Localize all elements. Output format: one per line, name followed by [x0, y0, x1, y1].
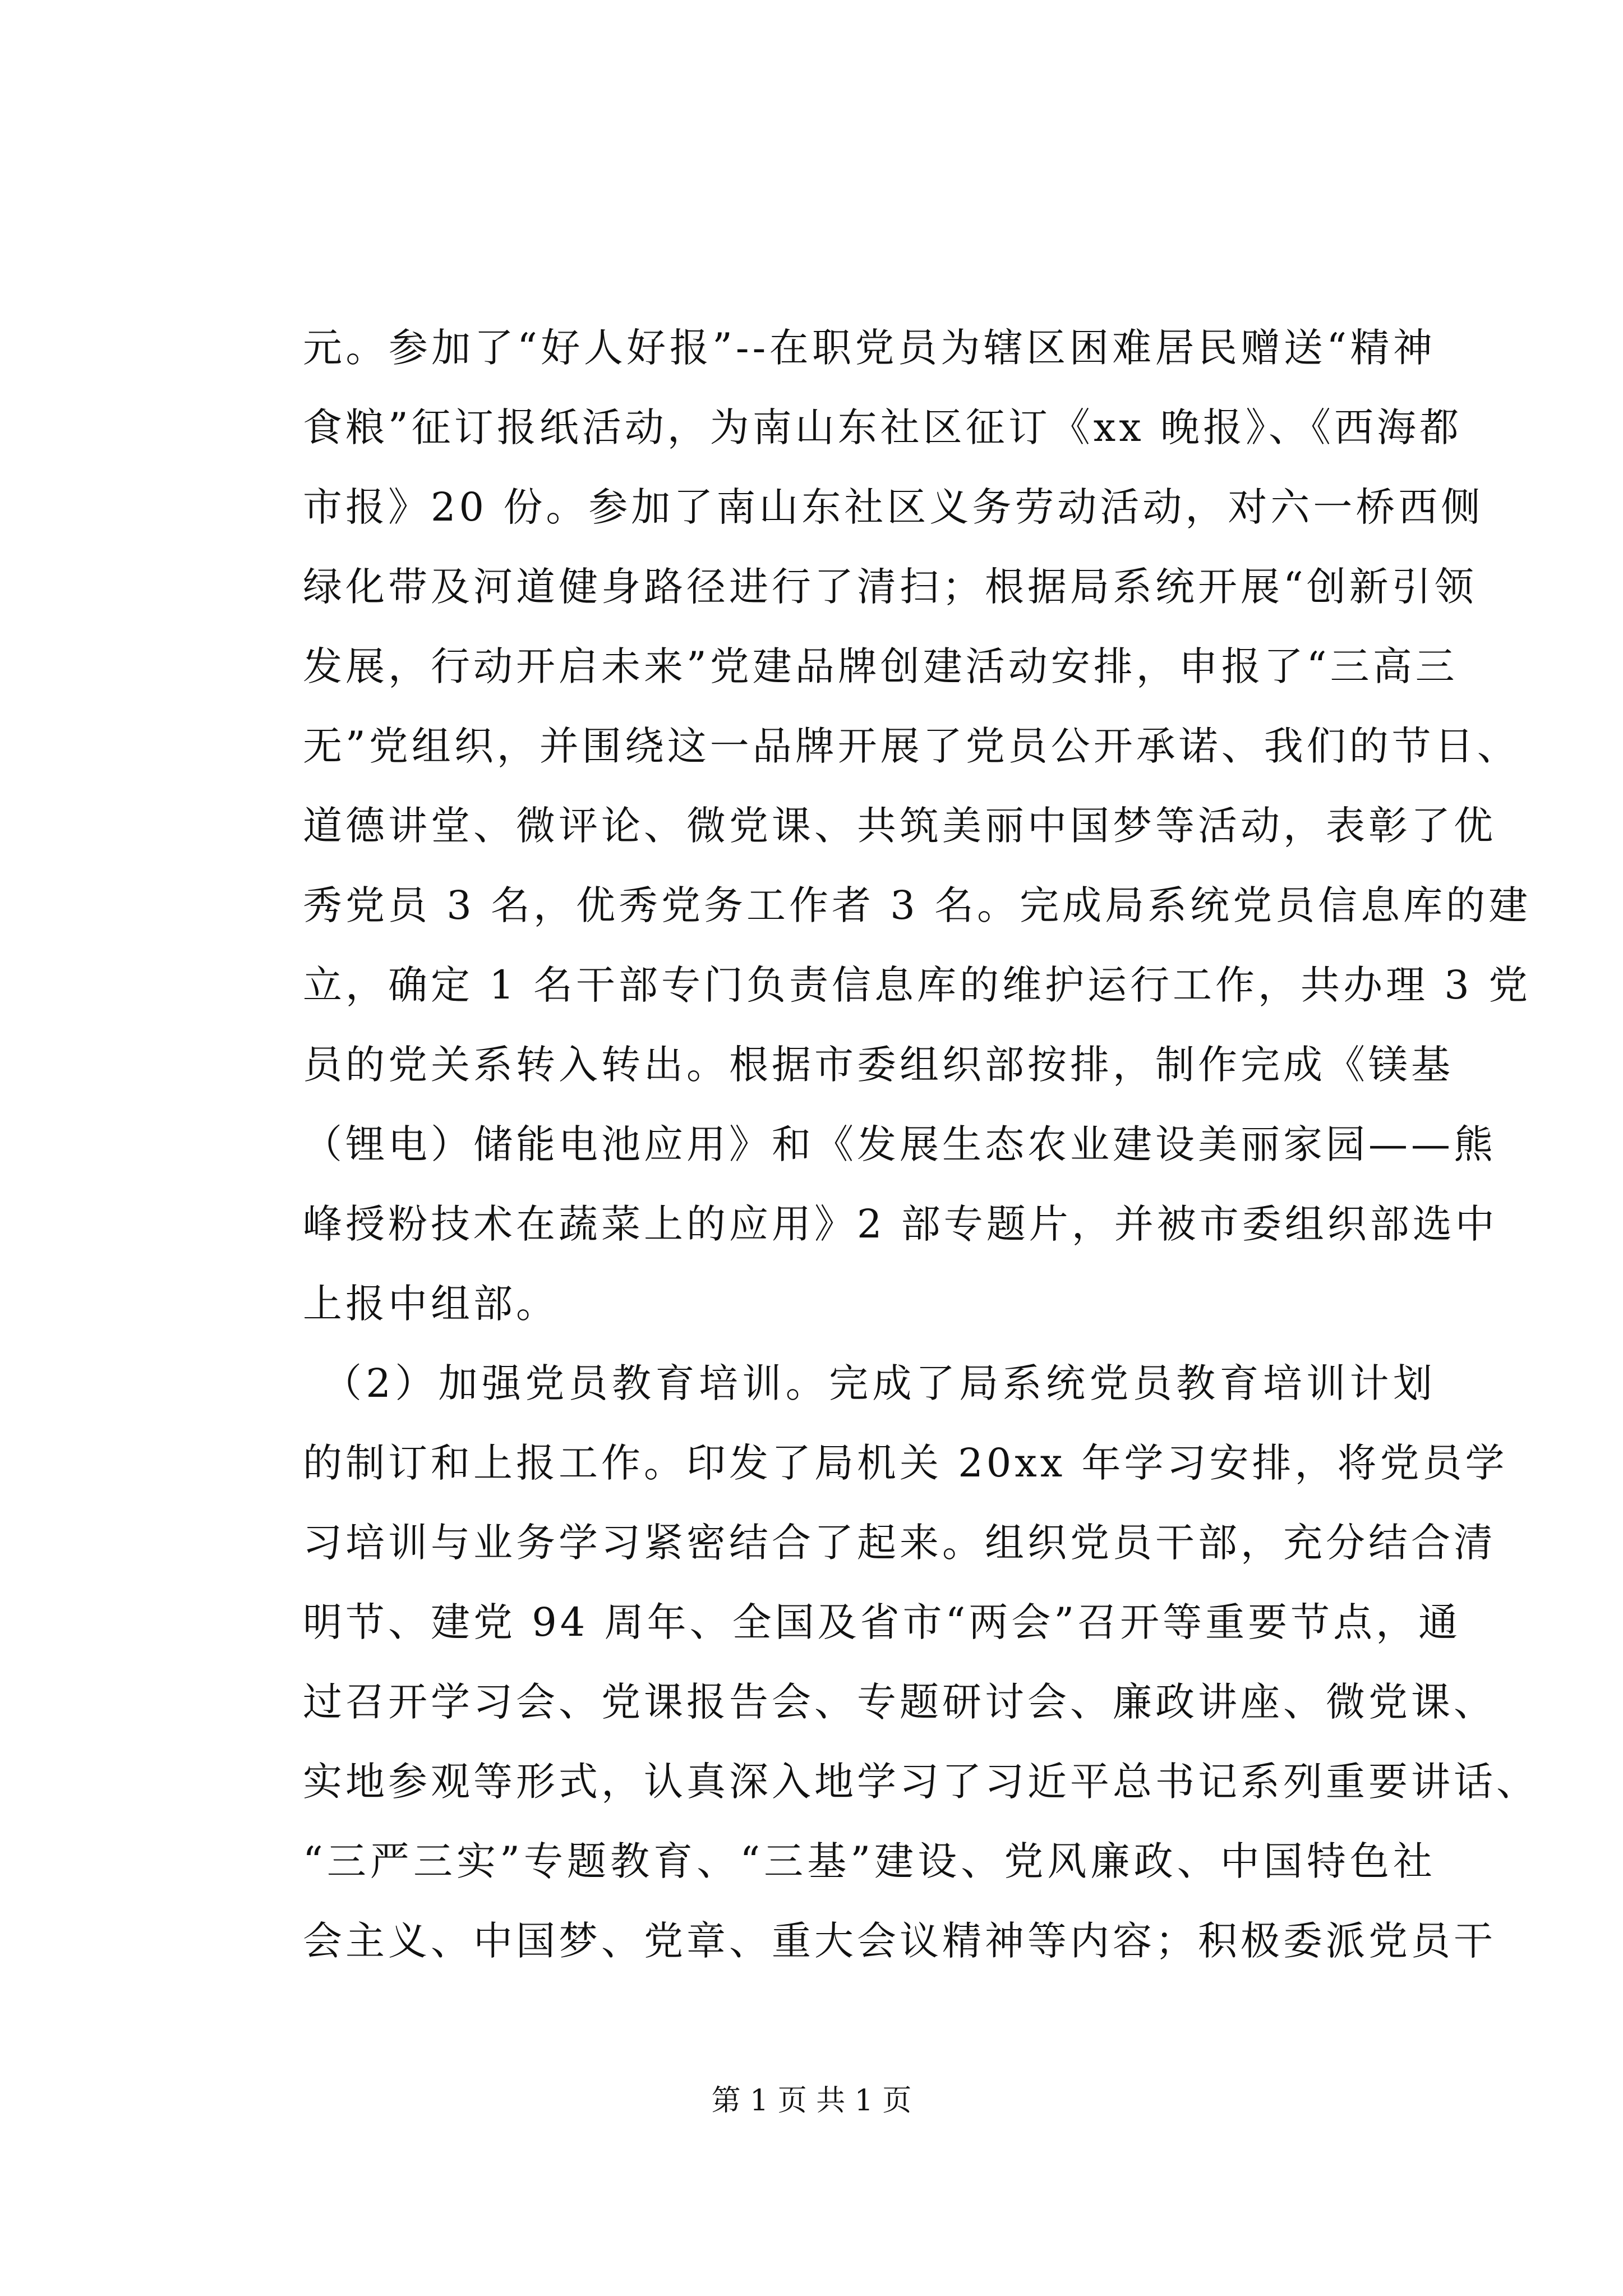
paragraph-2-heading-line: （2）加强党员教育培训。完成了局系统党员教育培训计划: [322, 1360, 1436, 1406]
body-line-3: 市报》20 份。参加了南山东社区义务劳动活动，对六一桥西侧: [303, 484, 1484, 530]
body-line-17: 明节、建党 94 周年、全国及省市“两会”召开等重要节点，通: [303, 1599, 1461, 1645]
body-line-6: 无”党组织，并围绕这一品牌开展了党员公开承诺、我们的节日、: [303, 723, 1520, 769]
body-line-9: 立，确定 1 名干部专门负责信息库的维护运行工作，共办理 3 党: [303, 962, 1532, 1008]
body-line-15: 的制订和上报工作。印发了局机关 20xx 年学习安排，将党员学: [303, 1440, 1508, 1486]
body-line-5: 发展，行动开启未来”党建品牌创建活动安排，申报了“三高三: [303, 643, 1458, 689]
body-line-2: 食粮”征订报纸活动，为南山东社区征订《xx 晚报》、《西海都: [303, 404, 1462, 450]
body-line-12: 峰授粉技术在蔬菜上的应用》2 部专题片，并被市委组织部选中: [303, 1201, 1498, 1247]
body-line-8: 秀党员 3 名，优秀党务工作者 3 名。完成局系统党员信息库的建: [303, 882, 1532, 928]
body-line-4: 绿化带及河道健身路径进行了清扫；根据局系统开展“创新引领: [303, 564, 1477, 610]
body-line-11: （锂电）储能电池应用》和《发展生态农业建设美丽家园——熊: [303, 1121, 1496, 1167]
body-line-1: 元。参加了“好人好报”--在职党员为辖区困难居民赠送“精神: [303, 325, 1436, 371]
body-line-7: 道德讲堂、微评论、微党课、共筑美丽中国梦等活动，表彰了优: [303, 803, 1496, 849]
body-line-16: 习培训与业务学习紧密结合了起来。组织党员干部，充分结合清: [303, 1520, 1496, 1566]
body-line-10: 员的党关系转入转出。根据市委组织部按排，制作完成《镁基: [303, 1042, 1454, 1088]
page-footer: 第 1 页 共 1 页: [711, 2084, 912, 2118]
body-line-21: 会主义、中国梦、党章、重大会议精神等内容；积极委派党员干: [303, 1918, 1496, 1964]
body-line-13: 上报中组部。: [303, 1281, 559, 1327]
body-line-18: 过召开学习会、党课报告会、专题研讨会、廉政讲座、微党课、: [303, 1679, 1496, 1725]
body-line-19: 实地参观等形式，认真深入地学习了习近平总书记系列重要讲话、: [303, 1759, 1539, 1805]
body-line-20: “三严三实”专题教育、“三基”建设、党风廉政、中国特色社: [303, 1838, 1436, 1884]
